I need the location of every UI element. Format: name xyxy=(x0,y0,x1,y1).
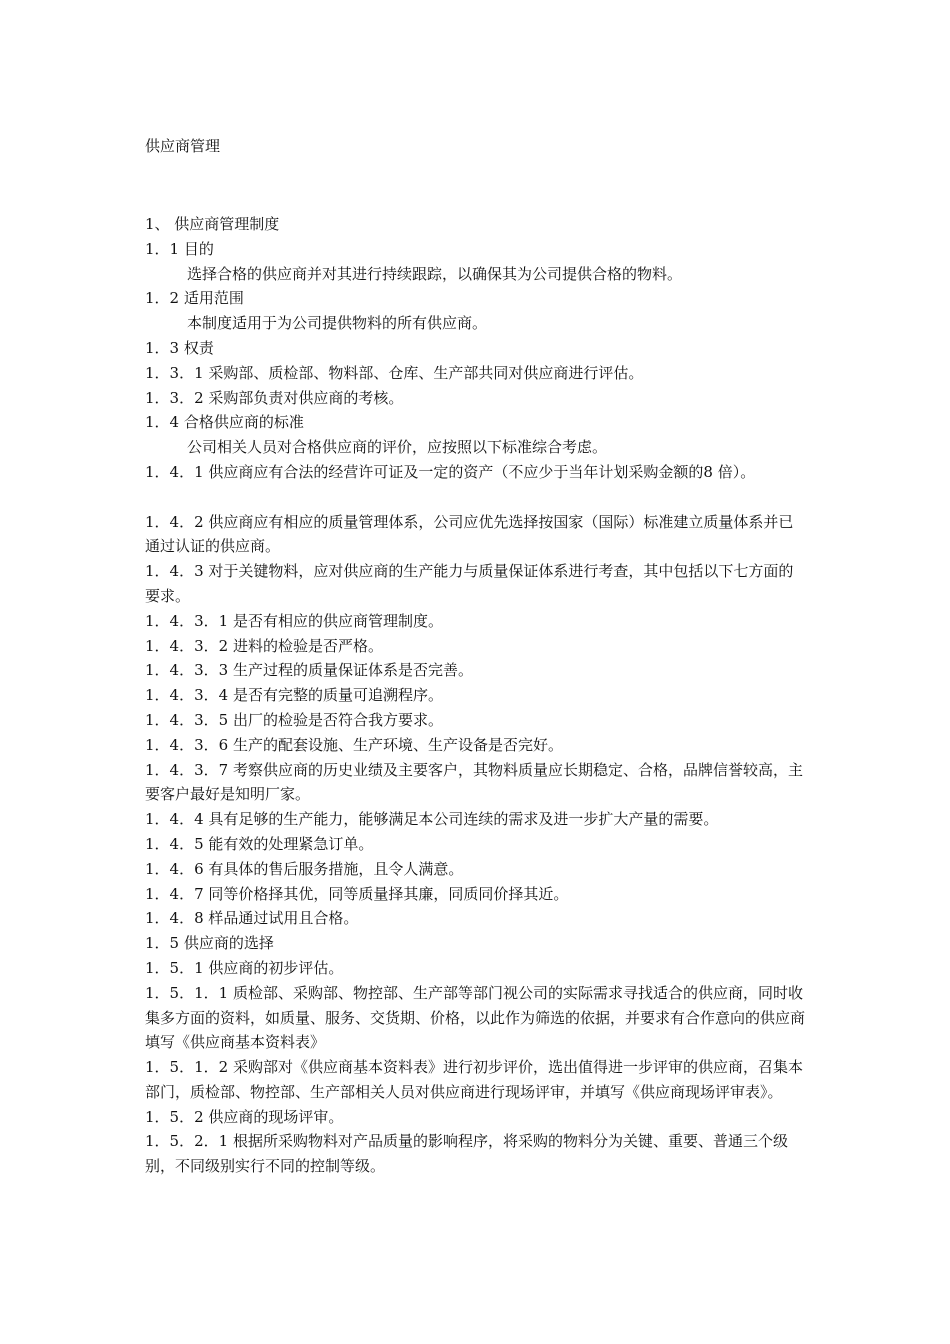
body-paragraph: 公司相关人员对合格供应商的评价，应按照以下标准综合考虑。 xyxy=(187,438,608,457)
clause: 1．4．6 有具体的售后服务措施，且令人满意。 xyxy=(145,859,464,878)
document-body xyxy=(145,212,805,1179)
body-paragraph: 选择合格的供应商并对其进行持续跟踪，以确保其为公司提供合格的物料。 xyxy=(187,264,683,283)
body-paragraph: 本制度适用于为公司提供物料的所有供应商。 xyxy=(187,314,488,333)
subsection-heading: 1．5 供应商的选择 xyxy=(145,934,274,953)
clause: 1．4．4 具有足够的生产能力，能够满足本公司连续的需求及进一步扩大产量的需要。 xyxy=(145,810,719,829)
section-heading: 1、 供应商管理制度 xyxy=(145,215,280,233)
clause: 1．4．3．6 生产的配套设施、生产环境、生产设备是否完好。 xyxy=(145,735,563,754)
document-title: 供应商管理 xyxy=(145,137,221,155)
clause: 1．4．3．2 进料的检验是否严格。 xyxy=(145,636,383,655)
clause: 1．4．3．4 是否有完整的质量可追溯程序。 xyxy=(145,686,443,705)
clause: 1．4．7 同等价格择其优，同等质量择其廉，同质同价择其近。 xyxy=(145,884,569,903)
clause: 1．4．3．5 出厂的检验是否符合我方要求。 xyxy=(145,710,443,729)
clause: 1．5．1 供应商的初步评估。 xyxy=(145,958,344,977)
blank-line xyxy=(145,485,805,510)
clause: 1．4．3 对于关键物料，应对供应商的生产能力与质量保证体系进行考查，其中包括以下七方面的要求。 xyxy=(145,562,794,605)
subsection-heading: 1．4 合格供应商的标准 xyxy=(145,413,304,432)
clause: 1．4．3．1 是否有相应的供应商管理制度。 xyxy=(145,611,443,630)
clause: 1．4．1 供应商应有合法的经营许可证及一定的资产（不应少于当年计划采购金额的8 倍）。 xyxy=(145,462,756,481)
clause: 1．3．1 采购部、质检部、物料部、仓库、生产部共同对供应商进行评估。 xyxy=(145,363,644,382)
subsection-heading: 1．1 目的 xyxy=(145,239,214,258)
clause: 1．4．5 能有效的处理紧急订单。 xyxy=(145,834,374,853)
clause: 1．5．2．1 根据所采购物料对产品质量的影响程序，将采购的物料分为关键、重要、普通三个级别，不同级别实行不同的控制等级。 xyxy=(145,1132,788,1176)
clause: 1．4．8 样品通过试用且合格。 xyxy=(145,909,359,928)
clause: 1．5．1．2 采购部对《供应商基本资料表》进行初步评价，选出值得进一步评审的供应商，召集本部门，质检部、物控部、生产部相关人员对供应商进行现场评审，并填写《供应商现场评审表》。 xyxy=(145,1058,803,1101)
subsection-heading: 1．2 适用范围 xyxy=(145,289,244,308)
subsection-heading: 1．3 权责 xyxy=(145,338,214,357)
clause: 1．5．1．1 质检部、采购部、物控部、生产部等部门视公司的实际需求寻找适合的供应商，同时收集多方面的资料，如质量、服务、交货期、价格，以此作为筛选的依据，并要求有合作意向的供应商填写《供应商基本资料表》 xyxy=(145,983,806,1052)
clause: 1．4．3．7 考察供应商的历史业绩及主要客户，其物料质量应长期稳定、合格，品牌信誉较高，主要客户最好是知明厂家。 xyxy=(145,760,803,804)
clause: 1．4．3．3 生产过程的质量保证体系是否完善。 xyxy=(145,661,473,680)
clause: 1．5．2 供应商的现场评审。 xyxy=(145,1107,344,1126)
clause: 1．4．2 供应商应有相应的质量管理体系，公司应优先选择按国家（国际）标准建立质量体系并已通过认证的供应商。 xyxy=(145,512,794,556)
clause: 1．3．2 采购部负责对供应商的考核。 xyxy=(145,388,404,407)
